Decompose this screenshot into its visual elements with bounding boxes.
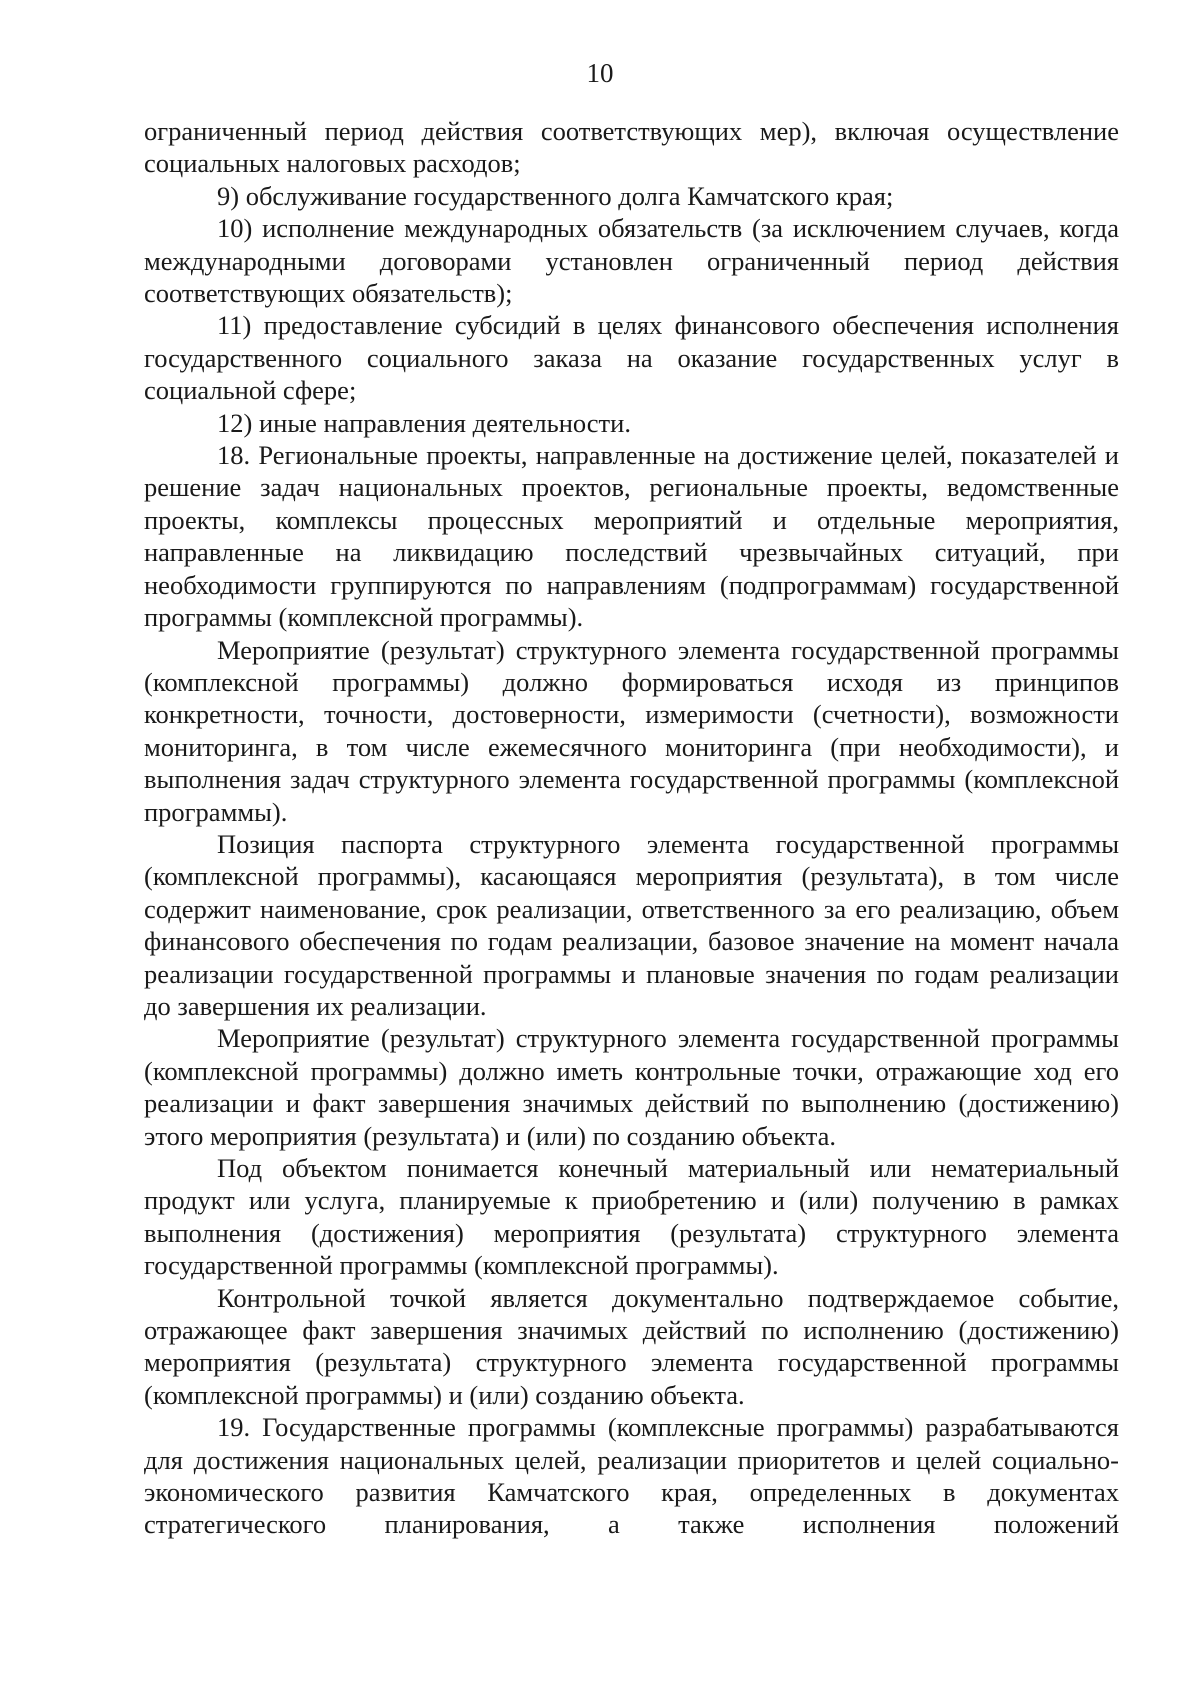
paragraph-8: Позиция паспорта структурного элемента государственной программы (комплексной программы), касающаяся мероприятия (результата), в том числе содержит наименование, срок реализации, ответственного за его реализацию, объем финансового обеспечения по годам реализации, базовое значение на момент начала реализации государственной программы и плановые значения по годам реализации до завершения их реализации. — [144, 828, 1119, 1021]
paragraph-5: 12) иные направления деятельности. — [217, 407, 631, 438]
paragraph-1: ограниченный период действия соответствующих мер), включая осуществление социальных налоговых расходов; — [144, 116, 1119, 179]
paragraph-11: Контрольной точкой является документально подтверждаемое событие, отражающее факт завершения значимых действий по исполнению (достижению) мероприятия (результата) структурного элемента государственной программы (комплексной программы) и (или) созданию объекта. — [144, 1282, 1119, 1410]
paragraph-10: Под объектом понимается конечный материальный или нематериальный продукт или услуга, планируемые к приобретению и (или) получению в рамках выполнения (достижения) мероприятия (результата) структурного элемента государственной программы (комплексной программы). — [144, 1153, 1119, 1281]
document-body — [144, 115, 1119, 1541]
paragraph-7: Мероприятие (результат) структурного элемента государственной программы (комплексной программы) должно формироваться исходя из принципов конкретности, точности, достоверности, измеримости (счетности), возможности мониторинга, в том числе ежемесячного мониторинга (при необходимости), и выполнения задач структурного элемента государственной программы (комплексной программы). — [144, 634, 1119, 827]
paragraph-12: 19. Государственные программы (комплексные программы) разрабатываются для достижения национальных целей, реализации приоритетов и целей социально-экономического развития Камчатского края, определенных в документах стратегического планирования, а также исполнения положений — [144, 1412, 1119, 1540]
page-number: 10 — [586, 58, 614, 88]
paragraph-4: 11) предоставление субсидий в целях финансового обеспечения исполнения государственного социального заказа на оказание государственных услуг в социальной сфере; — [144, 310, 1119, 406]
paragraph-3: 10) исполнение международных обязательств (за исключением случаев, когда международными договорами установлен ограниченный период действия соответствующих обязательств); — [144, 213, 1119, 309]
paragraph-6: 18. Региональные проекты, направленные на достижение целей, показателей и решение задач национальных проектов, региональные проекты, ведомственные проекты, комплексы процессных мероприятий и отдельные мероприятия, направленные на ликвидацию последствий чрезвычайных ситуаций, при необходимости группируются по направлениям (подпрограммам) государственной программы (комплексной программы). — [144, 440, 1119, 633]
paragraph-9: Мероприятие (результат) структурного элемента государственной программы (комплексной программы) должно иметь контрольные точки, отражающие ход его реализации и факт завершения значимых действий по выполнению (достижению) этого мероприятия (результата) и (или) по созданию объекта. — [144, 1023, 1119, 1151]
paragraph-2: 9) обслуживание государственного долга Камчатского края; — [217, 180, 894, 211]
